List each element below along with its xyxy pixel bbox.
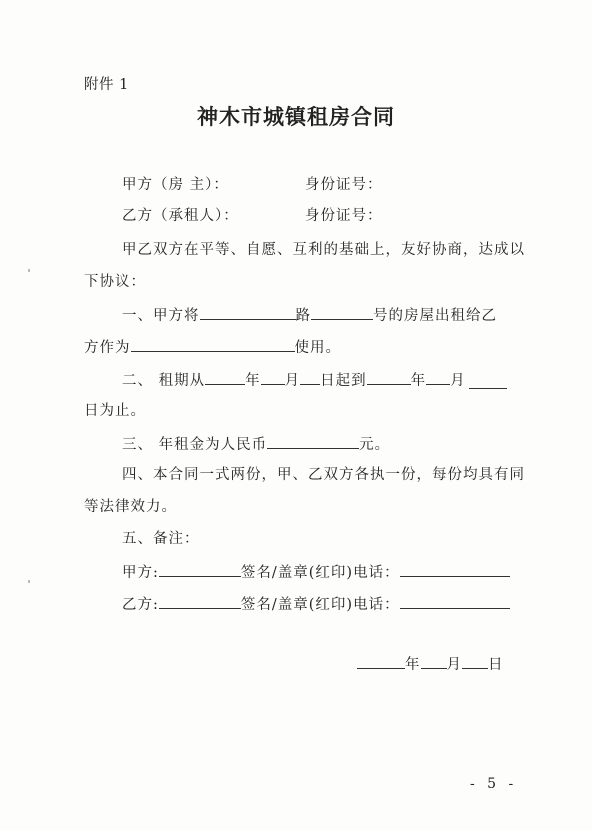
- day-from-text: 日起到: [320, 373, 367, 389]
- clause-3-suffix: 元。: [359, 437, 391, 453]
- clause-1-prefix: 一、甲方将: [122, 308, 200, 324]
- clause-4-line-2: 等法律效力。: [84, 499, 177, 515]
- date-month-text: 月: [446, 657, 462, 673]
- sign-a-party: 甲方:: [122, 565, 159, 581]
- intro-line-1: 甲乙双方在平等、自愿、互利的基础上，友好协商，达成以: [122, 242, 525, 258]
- sign-a-phone-blank[interactable]: [400, 562, 510, 577]
- date-year-text: 年: [405, 657, 421, 673]
- date-month-blank[interactable]: [421, 654, 447, 669]
- clause-3-prefix: 三、 年租金为人民币: [122, 437, 268, 453]
- end-month-blank[interactable]: [426, 370, 450, 385]
- clause-1-line-1: [122, 305, 497, 325]
- address-blank[interactable]: [200, 305, 296, 320]
- scan-speck: [28, 580, 30, 583]
- use-blank[interactable]: [131, 337, 295, 352]
- party-b-id-label: 身份证号：: [305, 208, 383, 224]
- end-day-blank[interactable]: [469, 374, 507, 389]
- sign-b-sign: 签名/盖章(红印)电话：: [240, 597, 400, 613]
- sign-a-sign: 签名/盖章(红印)电话：: [240, 565, 400, 581]
- clause-1-use: 使用。: [294, 340, 341, 356]
- house-number-blank[interactable]: [311, 305, 373, 320]
- party-a-id-label: 身份证号：: [305, 177, 383, 193]
- start-month-blank[interactable]: [261, 370, 285, 385]
- end-year-blank[interactable]: [367, 370, 411, 385]
- date-day-text: 日: [488, 657, 504, 673]
- attachment-label: 附件 1: [84, 77, 129, 93]
- clause-3-line: [122, 434, 390, 454]
- sign-b-phone-blank[interactable]: [400, 594, 510, 609]
- clause-1-line-2-prefix: 方作为: [84, 340, 131, 356]
- sign-b-line: [122, 594, 510, 614]
- start-year-text: 年: [245, 373, 261, 389]
- clause-5-label: 五、备注：: [122, 531, 200, 547]
- clause-2-end: 日为止。: [84, 403, 146, 419]
- sign-a-name-blank[interactable]: [159, 562, 241, 577]
- intro-line-2: 下协议：: [84, 274, 146, 290]
- document-title: 神木市城镇租房合同: [197, 104, 395, 129]
- page-number: - 5 -: [470, 776, 518, 792]
- start-year-blank[interactable]: [205, 370, 245, 385]
- end-month-text: 月: [450, 373, 466, 389]
- start-month-text: 月: [284, 373, 301, 389]
- party-a-line: [122, 176, 229, 194]
- road-text: 路: [295, 308, 311, 324]
- party-b-label: 乙方（承租人）：: [122, 208, 239, 224]
- scan-speck: [28, 269, 30, 272]
- clause-2-prefix: 二、 租期从: [122, 373, 206, 389]
- sign-b-party: 乙方:: [122, 597, 159, 613]
- clause-1-line-2: [84, 337, 341, 357]
- date-year-blank[interactable]: [357, 654, 405, 669]
- sign-a-line: [122, 562, 510, 582]
- clause-4-line-1: 四、本合同一式两份，甲、乙双方各执一份，每份均具有同: [122, 467, 525, 483]
- date-line: [357, 654, 504, 674]
- clause-1-number-text: 号的房屋出租给乙: [373, 308, 497, 324]
- rent-amount-blank[interactable]: [267, 434, 359, 449]
- sign-b-name-blank[interactable]: [159, 594, 241, 609]
- date-day-blank[interactable]: [462, 654, 488, 669]
- clause-2-line-1: [122, 370, 466, 390]
- party-a-label: 甲方（房 主）：: [122, 177, 229, 193]
- end-year-text: 年: [410, 373, 427, 389]
- start-day-blank[interactable]: [300, 370, 320, 385]
